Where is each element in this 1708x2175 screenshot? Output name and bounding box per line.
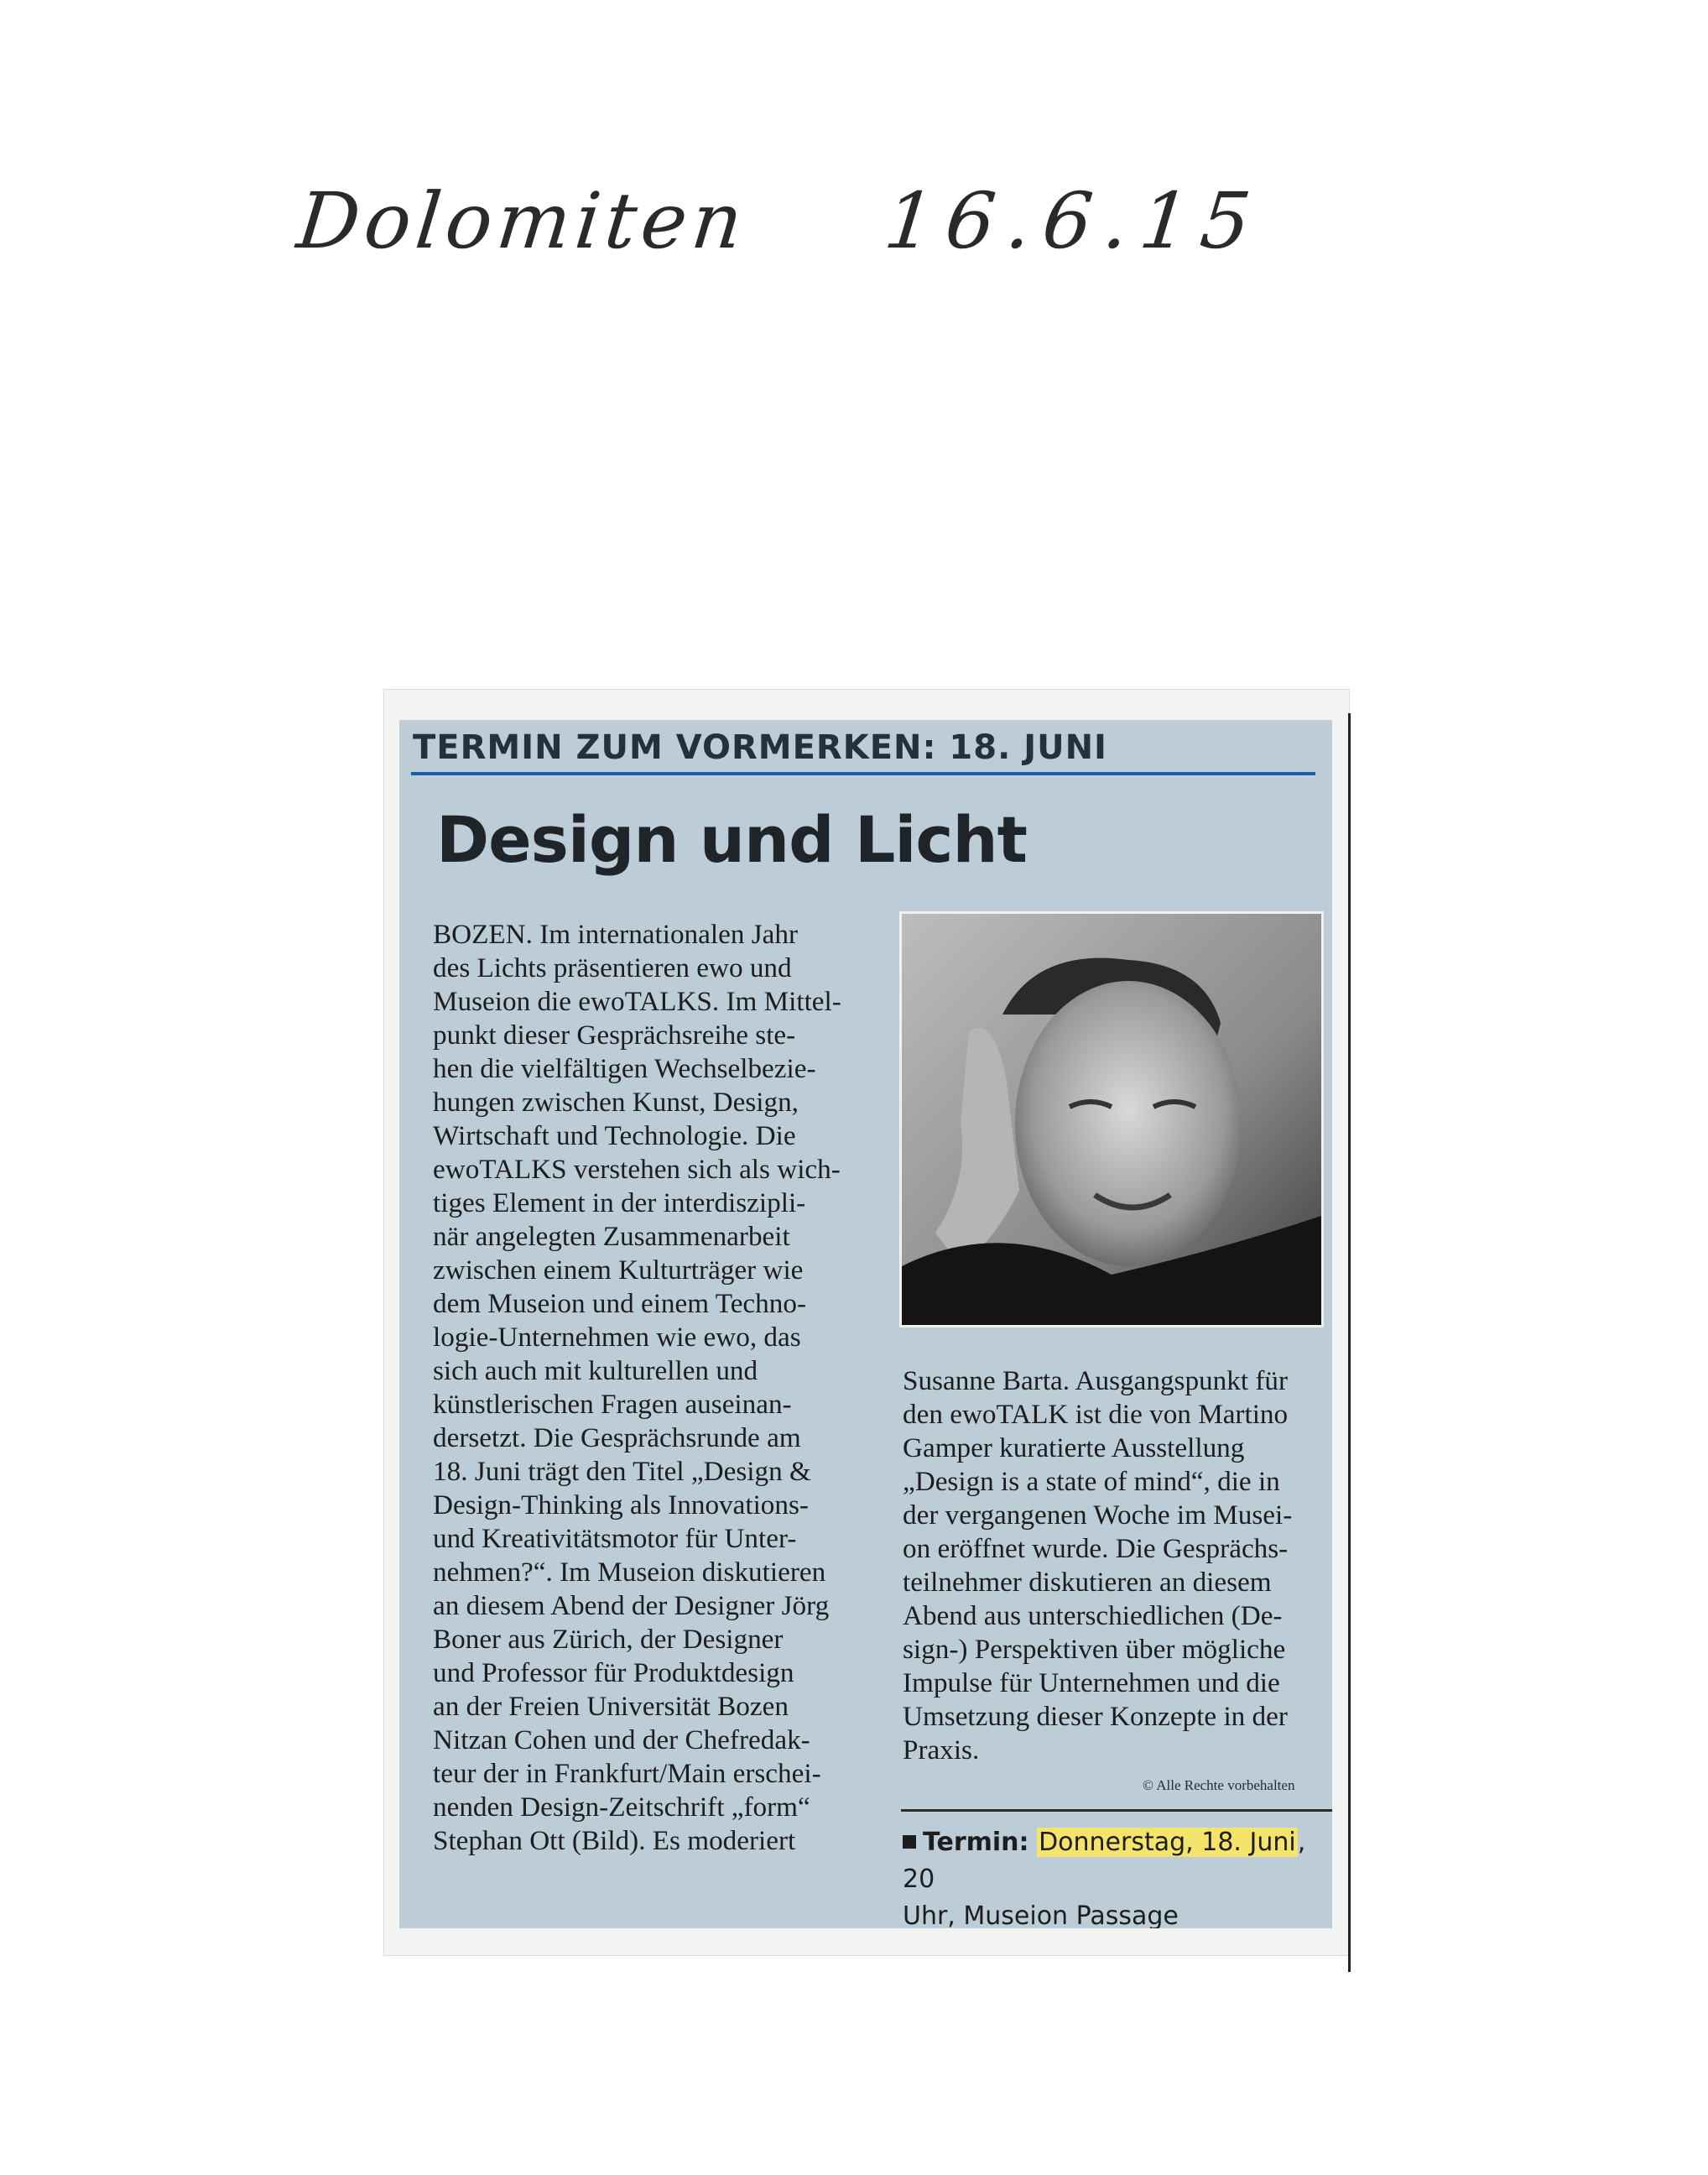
article-panel xyxy=(399,720,1332,1928)
handwritten-date: 16.6.15 xyxy=(880,176,1267,266)
info-label: Termin: xyxy=(923,1828,1029,1857)
article-body-right: Susanne Barta. Ausgangspunkt für den ewoTALK ist die von Martino Gamper kuratierte Ausstellung „Design is a state of mind“, die in der vergangenen Woche im Musei- on eröffnet wurde. Die Gesprächs- teilnehmer diskutieren an diesem Abend aus unterschiedlichen (De- sign-) Perspektiven über mögliche Impulse für Unternehmen und die Umsetzung dieser Konzepte in der Praxis. xyxy=(903,1365,1293,1766)
highlighted-date: Donnerstag, 18. Juni xyxy=(1039,1828,1296,1857)
article-headline: Design und Licht xyxy=(436,802,1027,877)
article-body-left: BOZEN. Im internationalen Jahr des Lichts präsentieren ewo und Museion die ewoTALKS. Im Mittel- punkt dieser Gesprächsreihe ste- hen die vielfältigen Wechselbezie- hungen zwischen Kunst, Design, Wirtschaft und Technologie. Die ewoTALKS verstehen sich als wich- tiges Element in der interdiszipli- när angelegten Zusammenarbeit zwischen einem Kulturträger wie dem Museion und einem Techno- logie-Unternehmen wie ewo, das sich auch mit kulturellen und künstlerischen Fragen auseinan- dersetzt. Die Gesprächsrunde am 18. Juni trägt den Titel „Design & Design-Thinking als Innovations- und Kreativitätsmotor für Unter- nehmen?“. Im Museion diskutieren an diesem Abend der Designer Jörg Boner aus Zürich, der Designer und Professor für Produktdesign an der Freien Universität Bozen Nitzan Cohen und der Chefredak- teur der in Frankfurt/Main erschei- nenden Design-Zeitschrift „form“ Stephan Ott (Bild). Es moderiert xyxy=(433,919,841,1856)
handwritten-source: Dolomiten xyxy=(293,176,752,266)
kicker-rule xyxy=(411,772,1315,775)
info-time: , 20 xyxy=(903,1828,1306,1894)
copyright-notice: © Alle Rechte vorbehalten xyxy=(1143,1777,1295,1793)
info-rule xyxy=(901,1809,1332,1812)
info-location: Uhr, Museion Passage xyxy=(903,1901,1179,1928)
newspaper-clipping xyxy=(384,690,1349,1955)
portrait-image xyxy=(902,914,1321,1325)
portrait-photo xyxy=(899,911,1324,1327)
clipping-edge-rule xyxy=(1348,713,1351,1972)
bullet-square-icon xyxy=(903,1835,916,1849)
article-kicker: TERMIN ZUM VORMERKEN: 18. JUNI xyxy=(413,728,1107,767)
event-info xyxy=(903,1824,1322,1928)
